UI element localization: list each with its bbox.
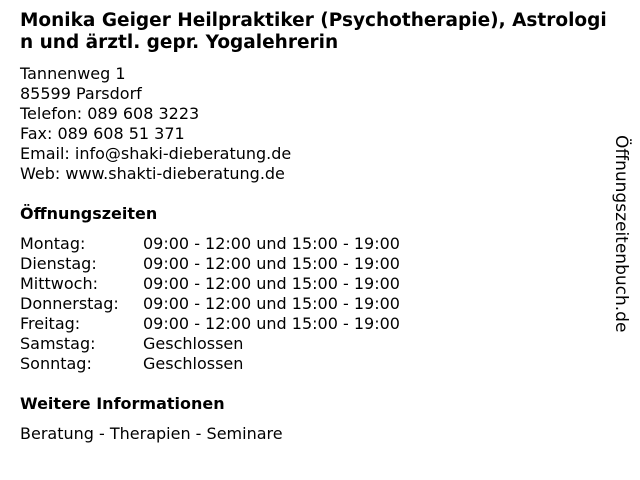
time-value: 09:00 - 12:00 und 15:00 - 19:00	[143, 274, 400, 293]
day-label: Sonntag:	[20, 354, 92, 373]
hours-row-tuesday	[20, 254, 400, 274]
day-label: Dienstag:	[20, 254, 97, 273]
day-label: Freitag:	[20, 314, 81, 333]
hours-row-monday	[20, 234, 400, 254]
contact-block	[20, 64, 291, 184]
phone-line: Telefon: 089 608 3223	[20, 104, 200, 123]
time-value: 09:00 - 12:00 und 15:00 - 19:00	[143, 294, 400, 313]
hours-row-wednesday	[20, 274, 400, 294]
address-city: 85599 Parsdorf	[20, 84, 142, 103]
fax-line: Fax: 089 608 51 371	[20, 124, 185, 143]
time-value: 09:00 - 12:00 und 15:00 - 19:00	[143, 254, 400, 273]
business-name: Monika Geiger Heilpraktiker (Psychotherapie), Astrologin und ärztl. gepr. Yogalehrerin	[20, 10, 607, 53]
hours-row-saturday	[20, 334, 400, 354]
time-value: Geschlossen	[143, 334, 244, 353]
hours-row-sunday	[20, 354, 400, 374]
hours-row-friday	[20, 314, 400, 334]
address-street: Tannenweg 1	[20, 64, 126, 83]
day-label: Mittwoch:	[20, 274, 98, 293]
time-value: 09:00 - 12:00 und 15:00 - 19:00	[143, 314, 400, 333]
more-info-text: Beratung - Therapien - Seminare	[20, 424, 283, 443]
day-label: Donnerstag:	[20, 294, 119, 313]
more-info-heading: Weitere Informationen	[20, 394, 225, 413]
time-value: Geschlossen	[143, 354, 244, 373]
time-value: 09:00 - 12:00 und 15:00 - 19:00	[143, 234, 400, 253]
day-label: Samstag:	[20, 334, 96, 353]
side-watermark-label: Öffnungszeitenbuch.de	[611, 135, 631, 333]
hours-row-thursday	[20, 294, 400, 314]
opening-hours-heading: Öffnungszeiten	[20, 204, 158, 223]
web-line: Web: www.shakti-dieberatung.de	[20, 164, 285, 183]
day-label: Montag:	[20, 234, 86, 253]
opening-hours-table	[20, 234, 400, 374]
email-line: Email: info@shaki-dieberatung.de	[20, 144, 292, 163]
